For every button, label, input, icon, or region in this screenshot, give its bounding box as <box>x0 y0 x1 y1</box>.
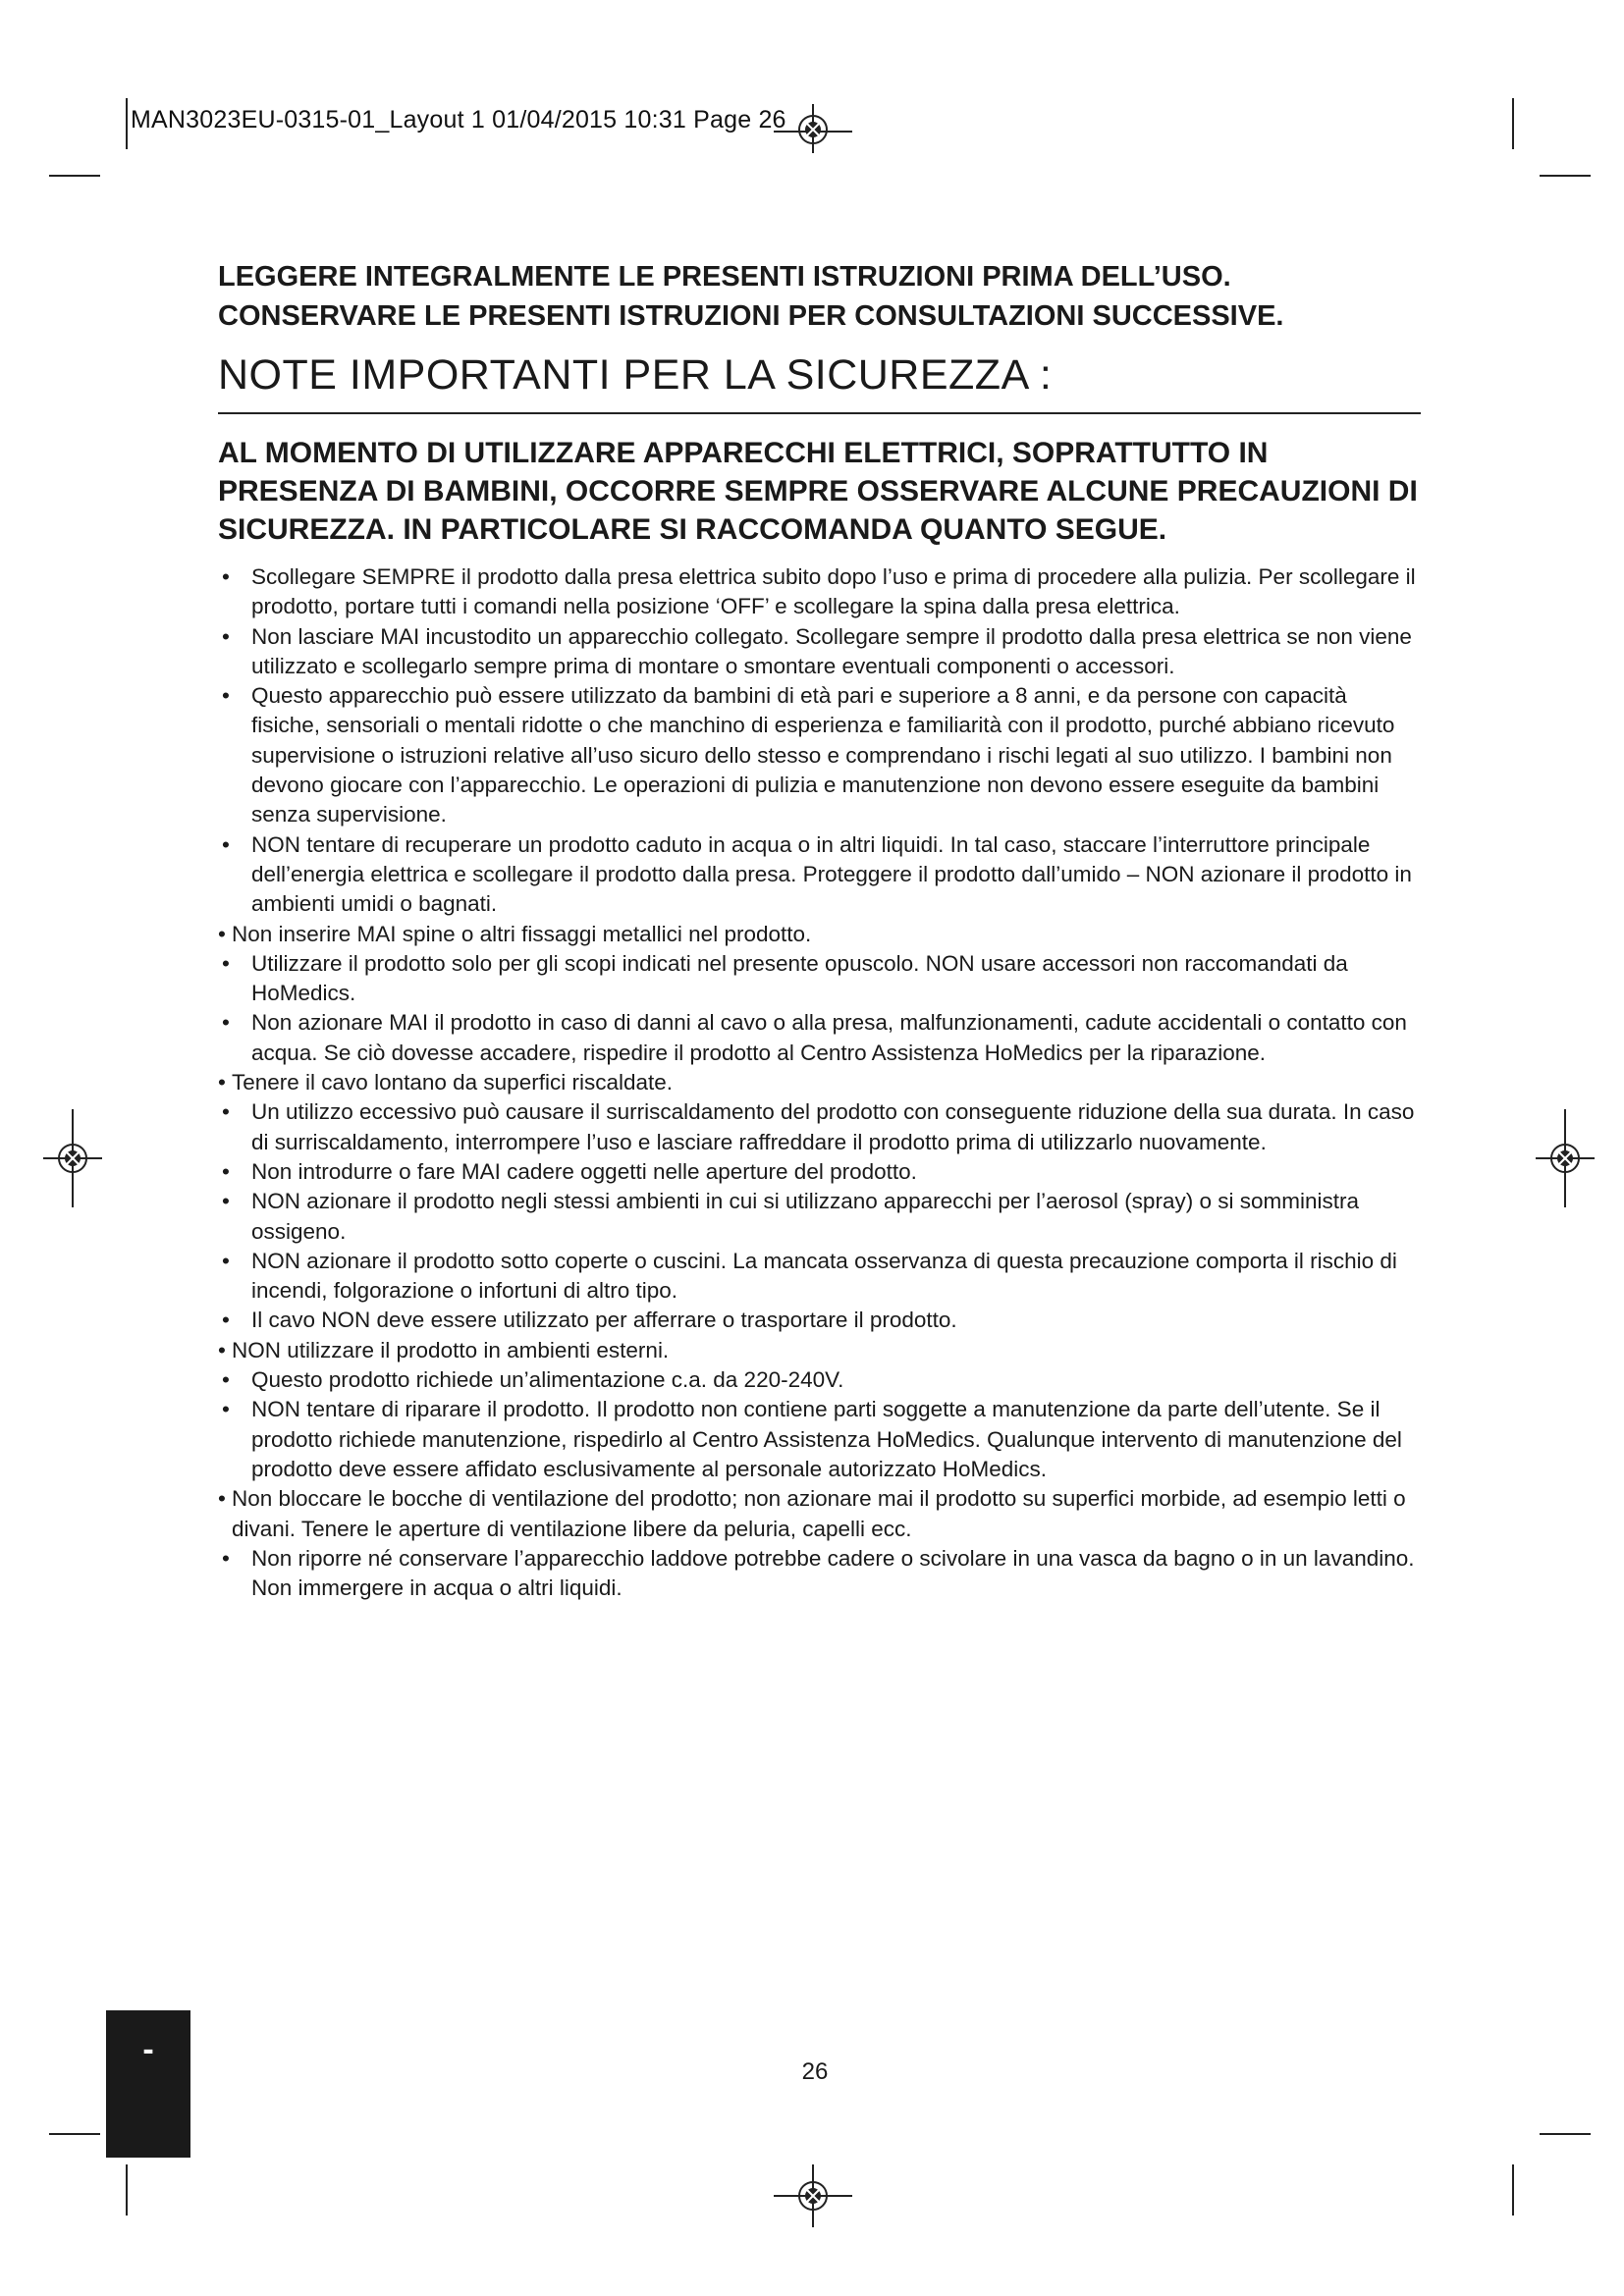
list-item: • Non riporre né conservare l’apparecchio laddove potrebbe cadere o scivolare in una vasca da bagno o in un lavandino. Non immergere in acqua o altri liquidi. <box>218 1544 1421 1604</box>
safety-instructions <box>218 257 1421 1603</box>
crop-mark <box>1512 2164 1514 2216</box>
list-item: • Questo prodotto richiede un’alimentazione c.a. da 220-240V. <box>218 1365 1421 1395</box>
registration-mark-icon <box>1536 1109 1595 1207</box>
list-item: • NON tentare di riparare il prodotto. Il prodotto non contiene parti soggette a manutenzione da parte dell’utente. Se il prodotto richiede manutenzione, rispedirlo al Centro Assistenza HoMedics. Qualunque intervento di manutenzione del prodotto deve essere affidato esclusivamente al personale autorizzato HoMedics. <box>218 1395 1421 1484</box>
list-item: • NON azionare il prodotto sotto coperte o cuscini. La mancata osservanza di questa precauzione comporta il rischio di incendi, folgorazione o infortuni di altro tipo. <box>218 1247 1421 1307</box>
lead-line-2: CONSERVARE LE PRESENTI ISTRUZIONI PER CONSULTAZIONI SUCCESSIVE. <box>218 300 1284 332</box>
safety-rules-list <box>218 562 1421 1603</box>
page-number: 26 <box>801 2058 829 2085</box>
list-item: • Non introdurre o fare MAI cadere oggetti nelle aperture del prodotto. <box>218 1157 1421 1187</box>
list-item: • Scollegare SEMPRE il prodotto dalla presa elettrica subito dopo l’uso e prima di procedere alla pulizia. Per scollegare il prodotto, portare tutti i comandi nella posizione ‘OFF’ e scollegare la spina dalla presa elettrica. <box>218 562 1421 622</box>
section-subheading: AL MOMENTO DI UTILIZZARE APPARECCHI ELETTRICI, SOPRATTUTTO IN PRESENZA DI BAMBINI, OCCORRE SEMPRE OSSERVARE ALCUNE PRECAUZIONI DI SICUREZZA. IN PARTICOLARE SI RACCOMANDA QUANTO SEGUE. <box>218 437 1418 546</box>
list-item: • Non lasciare MAI incustodito un apparecchio collegato. Scollegare sempre il prodotto dalla presa elettrica se non viene utilizzato e scollegarlo sempre prima di montare o smontare eventuali componenti o accessori. <box>218 622 1421 682</box>
list-item: • NON tentare di recuperare un prodotto caduto in acqua o in altri liquidi. In tal caso, staccare l’interruttore principale dell’energia elettrica e scollegare il prodotto dalla presa. Proteggere il prodotto dall’umido – NON azionare il prodotto in ambienti umidi o bagnati. <box>218 830 1421 920</box>
crop-mark <box>126 98 128 149</box>
list-item: • Il cavo NON deve essere utilizzato per afferrare o trasportare il prodotto. <box>218 1306 1421 1335</box>
list-item: • NON utilizzare il prodotto in ambienti esterni. <box>218 1336 1421 1365</box>
list-item: • Tenere il cavo lontano da superfici riscaldate. <box>218 1068 1421 1097</box>
list-item: • NON azionare il prodotto negli stessi ambienti in cui si utilizzano apparecchi per l’aerosol (spray) o si somministra ossigeno. <box>218 1187 1421 1247</box>
printer-slug: MAN3023EU-0315-01_Layout 1 01/04/2015 10:31 Page 26 <box>131 106 786 133</box>
list-item: • Non inserire MAI spine o altri fissaggi metallici nel prodotto. <box>218 920 1421 949</box>
crop-mark <box>1540 2133 1591 2135</box>
registration-mark-icon <box>43 1109 102 1207</box>
crop-mark <box>49 2133 100 2135</box>
crop-mark <box>1540 175 1591 177</box>
crop-mark <box>126 2164 128 2216</box>
crop-mark <box>49 175 100 177</box>
language-tab: - <box>106 2010 190 2158</box>
list-item: • Questo apparecchio può essere utilizzato da bambini di età pari e superiore a 8 anni, e da persone con capacità fisiche, sensoriali o mentali ridotte o che manchino di esperienza e familiarità con il prodotto, purché abbiano ricevuto supervisione o istruzioni relative all’uso sicuro dello stesso e comprendano i rischi legati al suo utilizzo. I bambini non devono giocare con l’apparecchio. Le operazioni di pulizia e manutenzione non devono essere eseguite da bambini senza supervisione. <box>218 681 1421 829</box>
lead-line-1: LEGGERE INTEGRALMENTE LE PRESENTI ISTRUZIONI PRIMA DELL’USO. <box>218 261 1231 293</box>
page-title: NOTE IMPORTANTI PER LA SICUREZZA : <box>218 349 1421 414</box>
crop-mark <box>1512 98 1514 149</box>
list-item: • Un utilizzo eccessivo può causare il surriscaldamento del prodotto con conseguente riduzione della sua durata. In caso di surriscaldamento, interrompere l’uso e lasciare raffreddare il prodotto prima di utilizzarlo nuovamente. <box>218 1097 1421 1157</box>
registration-mark-icon <box>774 2164 852 2233</box>
list-item: • Non azionare MAI il prodotto in caso di danni al cavo o alla presa, malfunzionamenti, cadute accidentali o contatto con acqua. Se ciò dovesse accadere, rispedire il prodotto al Centro Assistenza HoMedics per la riparazione. <box>218 1008 1421 1068</box>
list-item: • Utilizzare il prodotto solo per gli scopi indicati nel presente opuscolo. NON usare accessori non raccomandati da HoMedics. <box>218 949 1421 1009</box>
list-item: • Non bloccare le bocche di ventilazione del prodotto; non azionare mai il prodotto su superfici morbide, ad esempio letti o divani. Tenere le aperture di ventilazione libere da peluria, capelli ecc. <box>218 1484 1421 1544</box>
